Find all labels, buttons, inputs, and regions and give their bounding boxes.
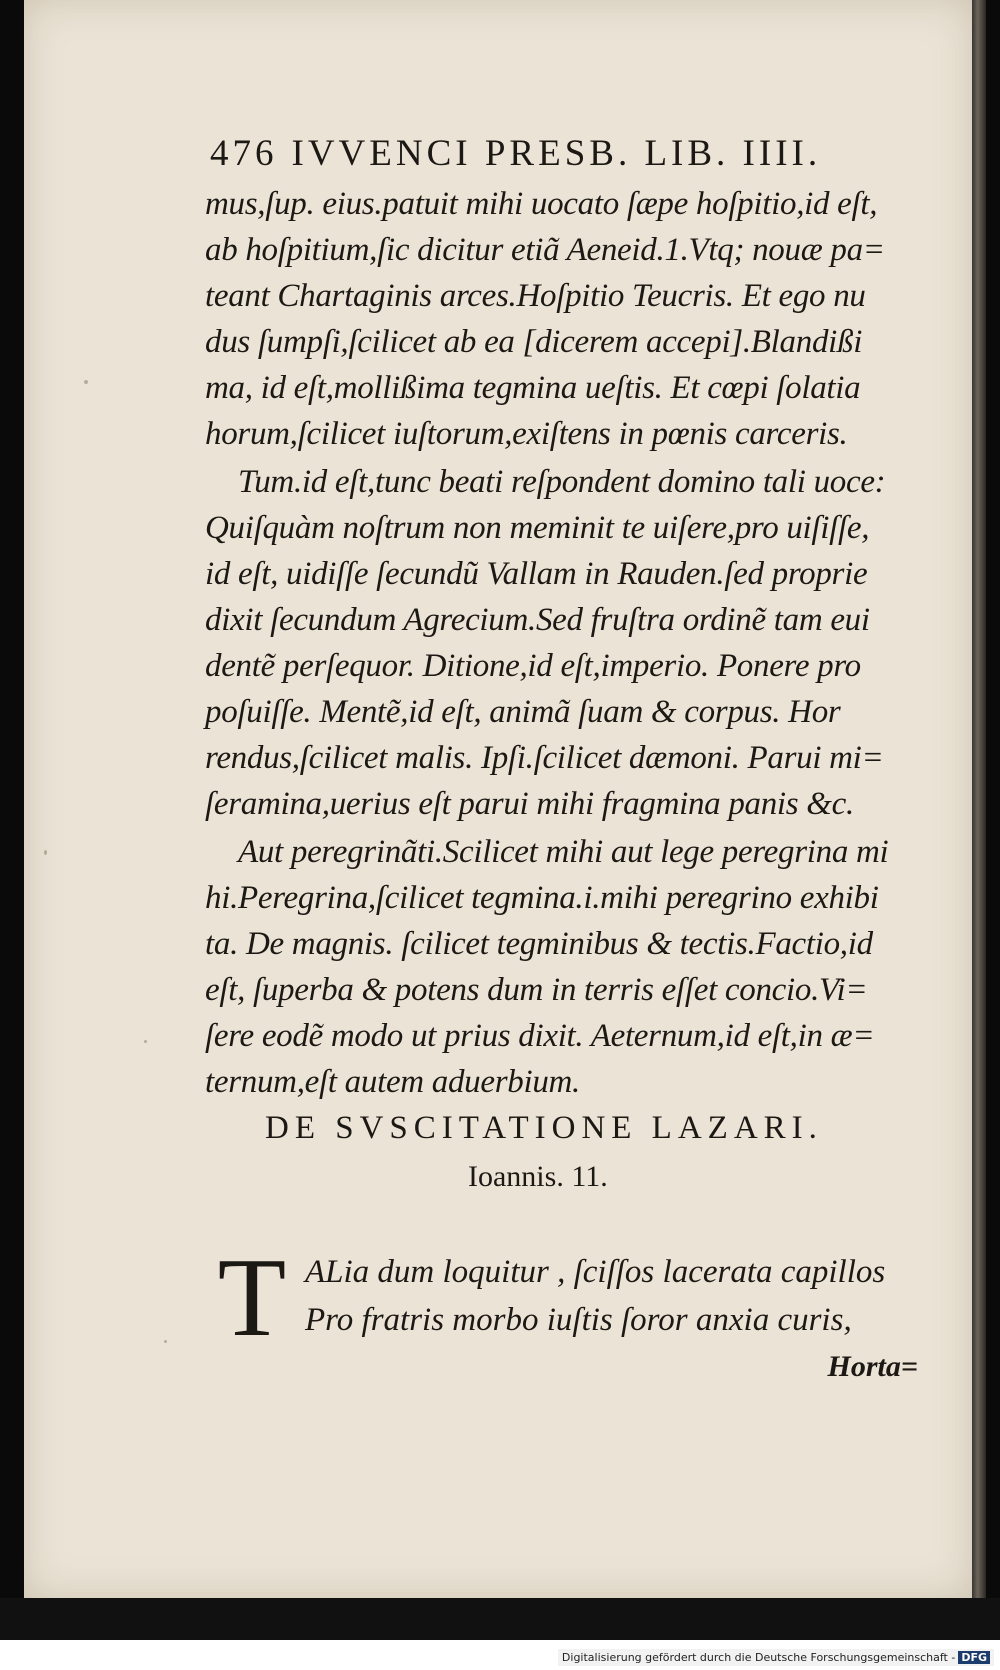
catchword: Horta= (827, 1350, 918, 1383)
running-header (210, 132, 930, 175)
text-line: mus,ſup. eius.patuit mihi uocato ſæpe hoſpitio,id eſt, (205, 186, 878, 222)
text-line: rendus,ſcilicet malis. Ipſi.ſcilicet dæmoni. Parui mi= (205, 740, 884, 776)
text-line: Quiſquàm noſtrum non meminit te uiſere,pro uiſiſſe, (205, 510, 870, 546)
page-number: 476 (210, 133, 278, 174)
dfg-logo: DFG (958, 1651, 990, 1664)
drop-capital: T (217, 1236, 287, 1360)
section-reference: Ioannis. 11. (468, 1160, 608, 1193)
section-title: DE SVSCITATIONE LAZARI. (265, 1110, 823, 1146)
text-line: poſuiſſe. Mentẽ,id eſt, animã ſuam & corpus. Hor (205, 694, 841, 730)
paper-speck (144, 1040, 147, 1043)
text-line: ab hoſpitium,ſic dicitur etiã Aeneid.1.Vtq; nouæ pa= (205, 232, 885, 268)
footer-strip (0, 1640, 1000, 1670)
text-line: horum,ſcilicet iuſtorum,exiſtens in pœnis carceris. (205, 416, 848, 452)
paper-speck (164, 1340, 167, 1343)
text-line: dentẽ perſequor. Ditione,id eſt,imperio. Ponere pro (205, 648, 861, 684)
verse-line: Pro fratris morbo iuſtis ſoror anxia curis, (305, 1302, 852, 1338)
digitization-credit (558, 1649, 994, 1666)
text-line: id eſt, uidiſſe ſecundũ Vallam in Rauden.ſed proprie (205, 556, 868, 592)
text-line: Tum.id eſt,tunc beati reſpondent domino tali uoce: (238, 464, 886, 500)
text-line: dus ſumpſi,ſcilicet ab ea [dicerem accepi].Blandißi (205, 324, 863, 360)
page-gutter-edge (972, 0, 986, 1598)
text-line: ſeramina,uerius eſt parui mihi fragmina panis &c. (205, 786, 854, 822)
text-line: ta. De magnis. ſcilicet tegminibus & tectis.Factio,id (205, 926, 873, 962)
running-title: IVVENCI PRESB. LIB. IIII. (291, 133, 822, 174)
text-line: ternum,eſt autem aduerbium. (205, 1064, 581, 1100)
text-line: Aut peregrinãti.Scilicet mihi aut lege peregrina mi (238, 834, 889, 870)
text-line: ſere eodẽ modo ut prius dixit. Aeternum,id eſt,in æ= (205, 1018, 875, 1054)
verse-line: ALia dum loquitur , ſciſſos lacerata capillos (305, 1254, 886, 1290)
text-line: dixit ſecundum Agrecium.Sed fruſtra ordinẽ tam eui (205, 602, 870, 638)
scan-bottom-border (0, 1598, 1000, 1640)
credit-text: Digitalisierung gefördert durch die Deutsche Forschungsgemeinschaft - (561, 1651, 956, 1664)
text-line: ma, id eſt,mollißima tegmina ueſtis. Et cœpi ſolatia (205, 370, 861, 406)
paper-speck (44, 850, 47, 855)
text-line: teant Chartaginis arces.Hoſpitio Teucris. Et ego nu (205, 278, 866, 314)
paper-speck (84, 380, 88, 384)
text-line: hi.Peregrina,ſcilicet tegmina.i.mihi peregrino exhibi (205, 880, 879, 916)
text-line: eſt, ſuperba & potens dum in terris eſſet concio.Vi= (205, 972, 868, 1008)
